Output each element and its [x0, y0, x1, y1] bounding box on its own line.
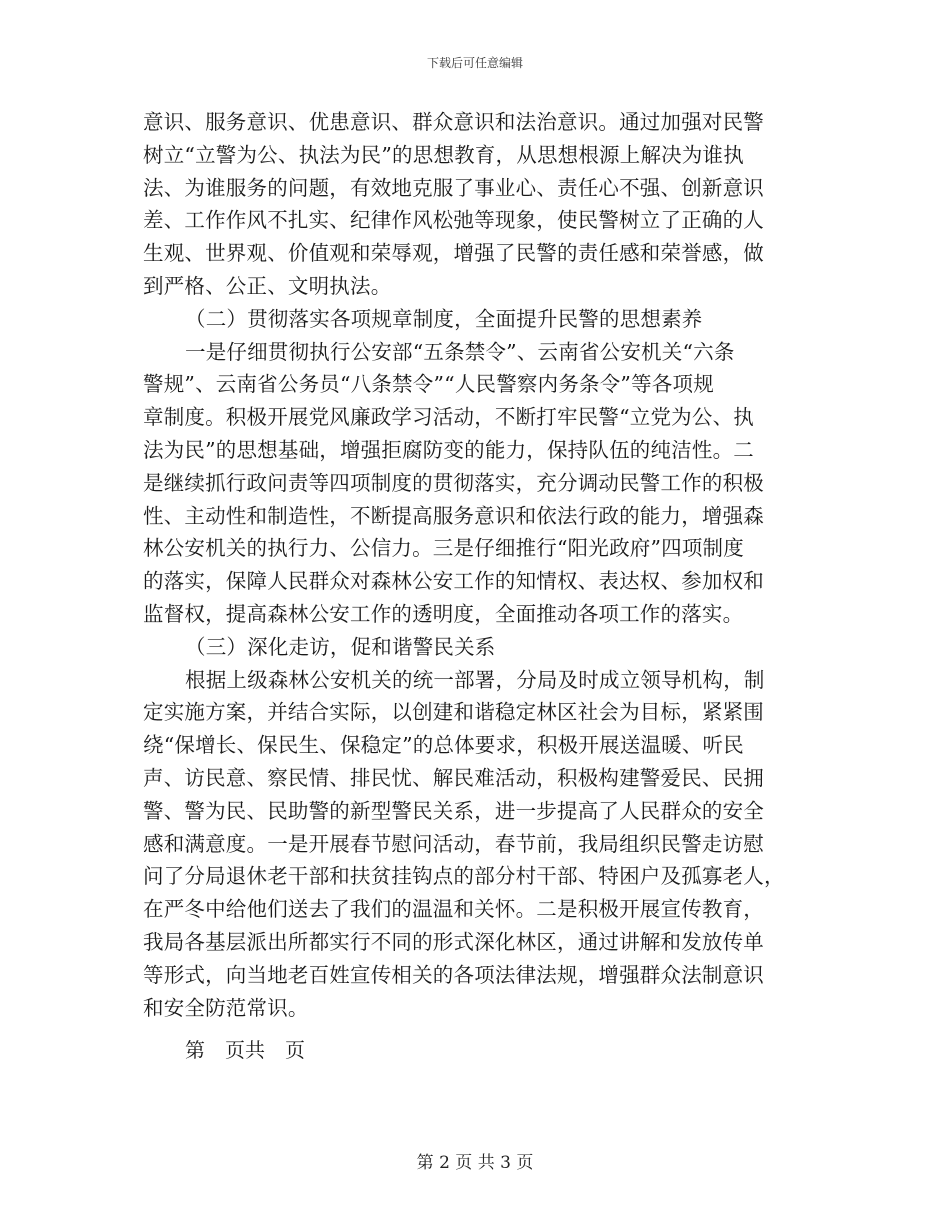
document-body: [143, 106, 807, 1066]
text-line: 和安全防范常识。: [143, 995, 309, 1020]
text-line: 我局各基层派出所都实行不同的形式深化林区，通过讲解和发放传单: [143, 929, 764, 954]
text-line: 绕“保增长、保民生、保稳定”的总体要求，积极开展送温暖、听民: [143, 733, 744, 758]
page-footer: 第 2 页 共 3 页: [416, 1153, 534, 1173]
text-line: 是继续抓行政问责等四项制度的贯彻落实，充分调动民警工作的积极: [143, 470, 764, 495]
text-line: 等形式，向当地老百姓宣传相关的各项法律法规，增强群众法制意识: [143, 962, 764, 987]
text-line: 感和满意度。一是开展春节慰问活动，春节前，我局组织民警走访慰: [143, 831, 764, 856]
text-line: 性、主动性和制造性，不断提高服务意识和依法行政的能力，增强森: [143, 503, 764, 528]
text-line: 一是仔细贯彻执行公安部“五条禁令”、云南省公安机关“六条: [185, 339, 735, 364]
text-line: 问了分局退休老干部和扶贫挂钩点的部分村干部、特困户及孤寡老人，: [143, 864, 785, 889]
text-line: 在严冬中给他们送去了我们的温温和关怀。二是积极开展宣传教育，: [143, 897, 764, 922]
text-line: 章制度。积极开展党风廉政学习活动，不断打牢民警“立党为公、执: [143, 405, 754, 430]
text-line: 声、访民意、察民情、排民忧、解民难活动，积极构建警爱民、民拥: [143, 765, 764, 790]
text-line: 到严格、公正、文明执法。: [143, 273, 392, 298]
page-header: 下载后可任意编辑: [426, 56, 523, 70]
text-line: 生观、世界观、价值观和荣辱观，增强了民警的责任感和荣誉感，做: [143, 241, 764, 266]
text-line: 的落实，保障人民群众对森林公安工作的知情权、表达权、参加权和: [143, 569, 764, 594]
text-line: 差、工作作风不扎实、纪律作风松弛等现象，使民警树立了正确的人: [143, 208, 764, 233]
text-line: 根据上级森林公安机关的统一部署，分局及时成立领导机构，制: [185, 667, 765, 692]
text-line: 监督权，提高森林公安工作的透明度，全面推动各项工作的落实。: [143, 601, 744, 626]
text-line: 法、为谁服务的问题，有效地克服了事业心、责任心不强、创新意识: [143, 175, 764, 200]
text-line: 警、警为民、民助警的新型警民关系，进一步提高了人民群众的安全: [143, 798, 764, 823]
section-heading: （二）贯彻落实各项规章制度，全面提升民警的思想素养: [185, 306, 703, 331]
text-line: 法为民”的思想基础，增强拒腐防变的能力，保持队伍的纯洁性。二: [143, 437, 754, 462]
text-line: 意识、服务意识、优患意识、群众意识和法治意识。通过加强对民警: [143, 110, 764, 134]
text-line: 定实施方案，并结合实际，以创建和谐稳定林区社会为目标，紧紧围: [143, 700, 764, 725]
section-heading: （三）深化走访，促和谐警民关系: [185, 634, 496, 659]
text-line: 警规”、云南省公务员“八条禁令”“人民警察内务条令”等各项规: [143, 372, 714, 397]
text-line: 林公安机关的执行力、公信力。三是仔细推行“阳光政府”四项制度: [143, 536, 744, 561]
text-line: 树立“立警为公、执法为民”的思想教育，从思想根源上解决为谁执: [143, 142, 744, 167]
inline-page-mark: 第 页共 页: [185, 1038, 305, 1063]
